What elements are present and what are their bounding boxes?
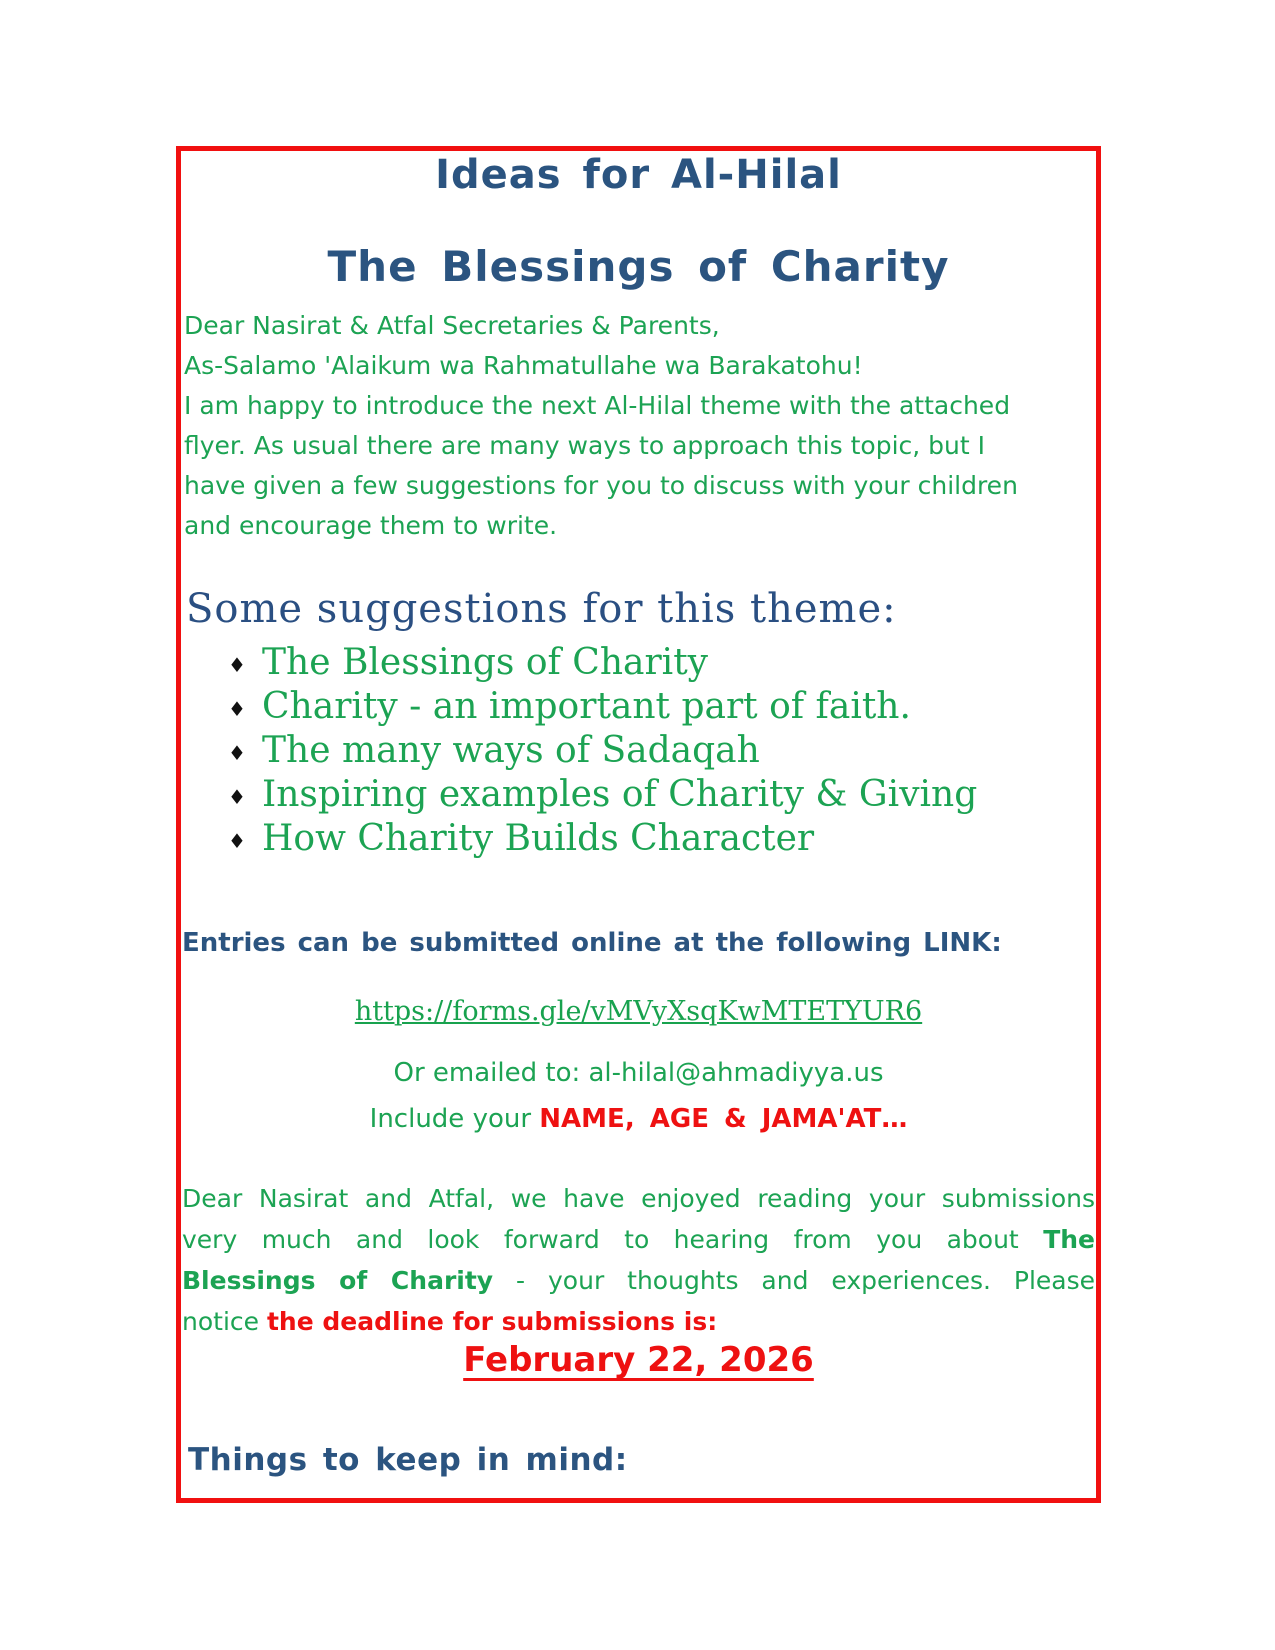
deadline-date-row [176, 1340, 1101, 1380]
theme-title: The Blessings of Charity [327, 242, 950, 291]
deadline-label: the deadline for submissions is: [266, 1307, 718, 1336]
things-to-keep-in-mind-heading: Things to keep in mind: [188, 1442, 628, 1478]
intro-line: As-Salamo 'Alaikum wa Rahmatullahe wa Barakatohu! [184, 351, 863, 380]
closing-line [182, 1219, 1095, 1260]
include-instruction [176, 1104, 1101, 1134]
suggestions-heading: Some suggestions for this theme: [186, 586, 897, 632]
closing-paragraph [182, 1178, 1095, 1342]
closing-text: notice [182, 1307, 260, 1336]
closing-text: - your thoughts and experiences. Please [516, 1266, 1095, 1295]
intro-line: I am happy to introduce the next Al-Hilal theme with the attached [184, 391, 1011, 420]
deadline-date: February 22, 2026 [463, 1340, 814, 1380]
list-item-text: Charity - an important part of faith. [262, 686, 911, 727]
list-item [228, 642, 977, 686]
intro-line: have given a few suggestions for you to discuss with your children [184, 471, 1018, 500]
list-item-text: The many ways of Sadaqah [262, 730, 760, 771]
diamond-bullet-icon: ♦ [228, 697, 246, 721]
list-item [228, 686, 977, 730]
email-instruction: Or emailed to: al-hilal@ahmadiyya.us [393, 1058, 884, 1088]
closing-line [182, 1301, 1095, 1342]
include-required-fields: NAME, AGE & JAMA'AT… [539, 1104, 908, 1134]
diamond-bullet-icon: ♦ [228, 741, 246, 765]
page-title: Ideas for Al-Hilal [435, 152, 842, 198]
intro-line: Dear Nasirat & Atfal Secretaries & Parents, [184, 311, 720, 340]
diamond-bullet-icon: ♦ [228, 653, 246, 677]
diamond-bullet-icon: ♦ [228, 785, 246, 809]
list-item [228, 774, 977, 818]
intro-line: and encourage them to write. [184, 511, 558, 540]
list-item-text: Inspiring examples of Charity & Giving [262, 774, 978, 815]
closing-theme-bold: Blessings of Charity [182, 1266, 494, 1295]
suggestions-list [228, 642, 977, 862]
closing-theme-bold: The [1043, 1225, 1096, 1254]
closing-line: Dear Nasirat and Atfal, we have enjoyed reading your submissions [182, 1184, 1095, 1213]
submission-form-link[interactable]: https://forms.gle/vMVyXsqKwMTETYUR6 [354, 996, 923, 1027]
list-item-text: The Blessings of Charity [262, 642, 708, 683]
closing-line [182, 1260, 1095, 1301]
closing-text: very much and look forward to hearing from you about [182, 1225, 1019, 1254]
intro-line: flyer. As usual there are many ways to approach this topic, but I [184, 431, 985, 460]
intro-paragraph [184, 306, 1018, 546]
list-item [228, 730, 977, 774]
diamond-bullet-icon: ♦ [228, 829, 246, 853]
include-prefix: Include your [369, 1104, 532, 1134]
submission-link-row [176, 996, 1101, 1027]
list-item [228, 818, 977, 862]
list-item-text: How Charity Builds Character [262, 818, 815, 859]
entries-instruction: Entries can be submitted online at the following LINK: [182, 928, 1002, 958]
